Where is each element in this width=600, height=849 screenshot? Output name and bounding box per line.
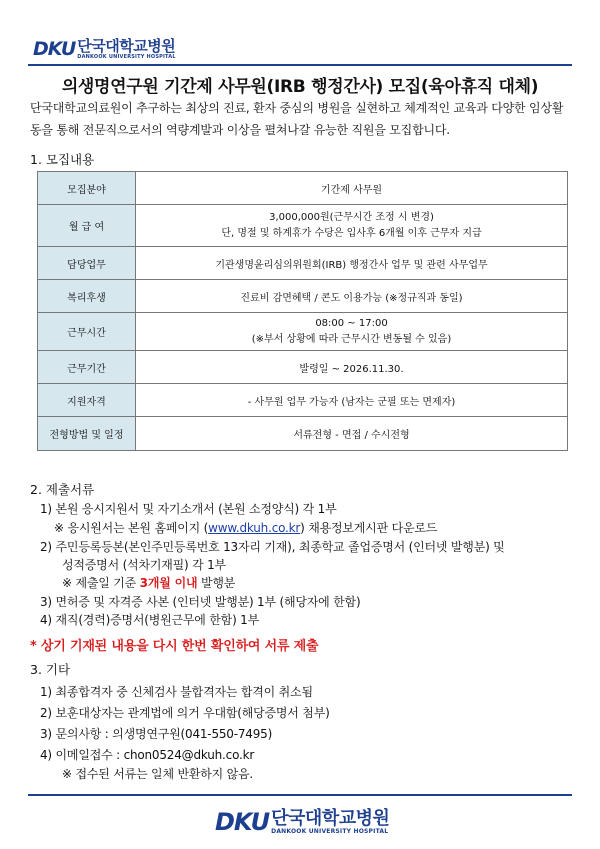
etc-item-1: 1) 최종합격자 중 신체검사 불합격자는 합격이 취소됨: [40, 685, 313, 699]
row-label: 담당업무: [38, 247, 136, 280]
header-divider: [28, 64, 572, 66]
row-value: [136, 313, 568, 351]
etc-item-3: 3) 문의사항 : 의생명연구원(041-550-7495): [40, 727, 273, 741]
doc-note-1: [54, 519, 437, 536]
row-label: 월 급 여: [38, 205, 136, 247]
salary-note: 단, 명절 및 하계휴가 수당은 입사후 6개월 이후 근무자 지급: [221, 227, 482, 239]
hospital-logo-top: [33, 38, 176, 60]
doc-item-3: 3) 면허증 및 자격증 사본 (인터넷 발행분) 1부 (해당자에 한함): [40, 595, 361, 609]
table-row: [38, 384, 568, 417]
row-value: 서류전형 - 면접 / 수시전형: [136, 417, 568, 451]
table-row: [38, 247, 568, 280]
note-text: ) 채용정보게시판 다운로드: [300, 521, 438, 535]
section2-heading: 2. 제출서류: [30, 482, 95, 497]
table-row: [38, 313, 568, 351]
note-text: ※ 제출일 기준: [62, 576, 140, 590]
doc-item-1: 1) 본원 응시지원서 및 자기소개서 (본원 소정양식) 각 1부: [40, 502, 337, 516]
work-hours-note: (※부서 상황에 따라 근무시간 변동될 수 있음): [251, 333, 452, 345]
logo-name-ko: 단국대학교병원: [271, 808, 390, 829]
note-text: ※ 응시원서는 본원 홈페이지 (: [54, 521, 209, 535]
table-row: [38, 280, 568, 313]
doc-note-2: [62, 574, 235, 591]
highlight-text: 3개월 이내: [139, 576, 198, 590]
section1-heading: 1. 모집내용: [30, 152, 95, 167]
row-label: 근무기간: [38, 351, 136, 384]
row-label: 근무시간: [38, 313, 136, 351]
section3-heading: 3. 기타: [30, 662, 71, 677]
logo-mark: DKU: [215, 808, 270, 836]
notice-banner: * 상기 기재된 내용을 다시 한번 확인하여 서류 제출: [30, 639, 319, 654]
doc-item-4: 4) 재직(경력)증명서(병원근무에 한함) 1부: [40, 613, 260, 627]
row-label: 전형방법 및 일정: [38, 417, 136, 451]
homepage-link[interactable]: www.dkuh.co.kr: [208, 521, 301, 535]
table-row: [38, 172, 568, 205]
footer-divider: [28, 794, 572, 796]
etc-item-2: 2) 보훈대상자는 관계법에 의거 우대함(해당증명서 첨부): [40, 706, 330, 720]
row-label: 지원자격: [38, 384, 136, 417]
row-value: - 사무원 업무 가능자 (남자는 군필 또는 면제자): [136, 384, 568, 417]
row-value: 기간제 사무원: [136, 172, 568, 205]
etc-note: ※ 접수된 서류는 일체 반환하지 않음.: [62, 767, 254, 781]
logo-name-ko: 단국대학교병원: [77, 37, 176, 55]
row-value: 발령일 ~ 2026.11.30.: [136, 351, 568, 384]
row-value: 진료비 감면혜택 / 콘도 이용가능 (※정규직과 동일): [136, 280, 568, 313]
recruitment-table: [37, 171, 568, 451]
row-value: 기관생명윤리심의위원회(IRB) 행정간사 업무 및 관련 사무업무: [136, 247, 568, 280]
logo-name-en: DANKOOK UNIVERSITY HOSPITAL: [271, 828, 389, 835]
row-label: 모집분야: [38, 172, 136, 205]
doc-item-2: 2) 주민등록등본(본인주민등록번호 13자리 기재), 최종학교 졸업증명서 (인터넷 발행분) 및: [40, 540, 505, 554]
etc-item-4: 4) 이메일접수 : chon0524@dkuh.co.kr: [40, 748, 255, 762]
table-row: [38, 351, 568, 384]
table-row: [38, 417, 568, 451]
intro-paragraph: 단국대학교의료원이 추구하는 최상의 진료, 환자 중심의 병원을 실현하고 체계적인 교육과 다양한 임상활동을 통해 전문직으로서의 역량계발과 이상을 펼쳐나갈 유능한 직원을 모집합니다.: [30, 101, 564, 137]
logo-name-en: DANKOOK UNIVERSITY HOSPITAL: [77, 54, 176, 60]
hospital-logo-bottom: [215, 808, 389, 836]
salary-amount: 3,000,000원(근무시간 조정 시 변경): [269, 211, 434, 223]
note-text: 발행분: [197, 576, 236, 590]
doc-item-2-cont: 성적증명서 (석차기재필) 각 1부: [62, 558, 226, 572]
row-label: 복리후생: [38, 280, 136, 313]
table-row: [38, 205, 568, 247]
work-hours: 08:00 ~ 17:00: [315, 317, 388, 329]
row-value: [136, 205, 568, 247]
logo-mark: DKU: [33, 38, 76, 60]
page-title: 의생명연구원 기간제 사무원(IRB 행정간사) 모집(육아휴직 대체): [61, 77, 539, 97]
